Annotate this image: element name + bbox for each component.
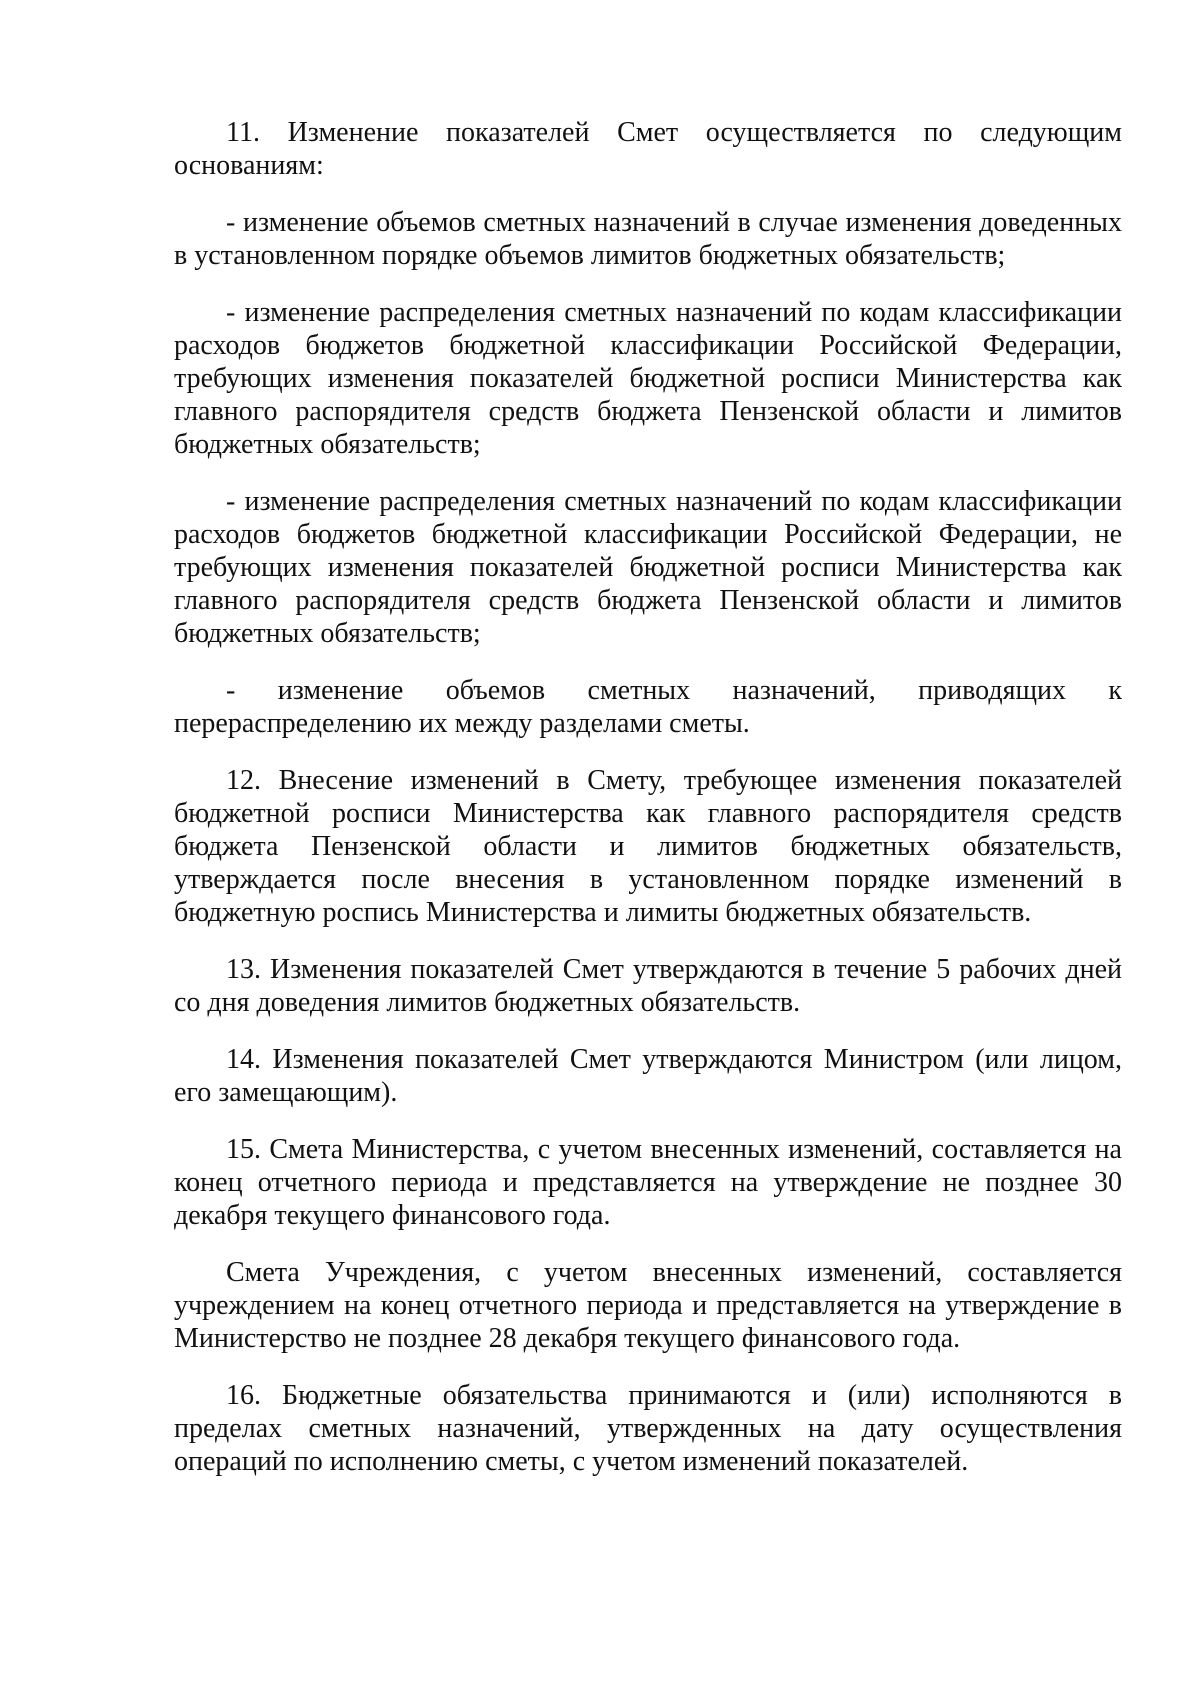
paragraph-list-item-3: - изменение распределения сметных назначений по кодам классификации расходов бюджетов бюджетной классификации Российской Федерации, не требующих изменения показателей бюджетной росписи Министерства как главного распорядителя средств бюджета Пензенской области и лимитов бюджетных обязательств; [174, 486, 1122, 649]
paragraph-14: 14. Изменения показателей Смет утверждаются Министром (или лицом, его замещающим). [174, 1044, 1122, 1108]
paragraph-11: 11. Изменение показателей Смет осуществляется по следующим основаниям: [174, 117, 1122, 181]
paragraph-12: 12. Внесение изменений в Смету, требующее изменения показателей бюджетной росписи Министерства как главного распорядителя средств бюджета Пензенской области и лимитов бюджетных обязательств, утверждается после внесения в установленном порядке изменений в бюджетную роспись Министерства и лимиты бюджетных обязательств. [174, 765, 1122, 928]
paragraph-list-item-1: - изменение объемов сметных назначений в случае изменения доведенных в установленном порядке объемов лимитов бюджетных обязательств; [174, 207, 1122, 271]
paragraph-list-item-4: - изменение объемов сметных назначений, приводящих к перераспределению их между разделами сметы. [174, 675, 1122, 739]
paragraph-16: 16. Бюджетные обязательства принимаются и (или) исполняются в пределах сметных назначений, утвержденных на дату осуществления операций по исполнению сметы, с учетом изменений показателей. [174, 1380, 1122, 1477]
paragraph-15-continuation: Смета Учреждения, с учетом внесенных изменений, составляется учреждением на конец отчетного периода и представляется на утверждение в Министерство не позднее 28 декабря текущего финансового года. [174, 1257, 1122, 1354]
paragraph-15: 15. Смета Министерства, с учетом внесенных изменений, составляется на конец отчетного периода и представляется на утверждение не позднее 30 декабря текущего финансового года. [174, 1134, 1122, 1231]
document-page [174, 116, 1122, 1502]
paragraph-13: 13. Изменения показателей Смет утверждаются в течение 5 рабочих дней со дня доведения лимитов бюджетных обязательств. [174, 954, 1122, 1018]
paragraph-list-item-2: - изменение распределения сметных назначений по кодам классификации расходов бюджетов бюджетной классификации Российской Федерации, требующих изменения показателей бюджетной росписи Министерства как главного распорядителя средств бюджета Пензенской области и лимитов бюджетных обязательств; [174, 297, 1122, 460]
